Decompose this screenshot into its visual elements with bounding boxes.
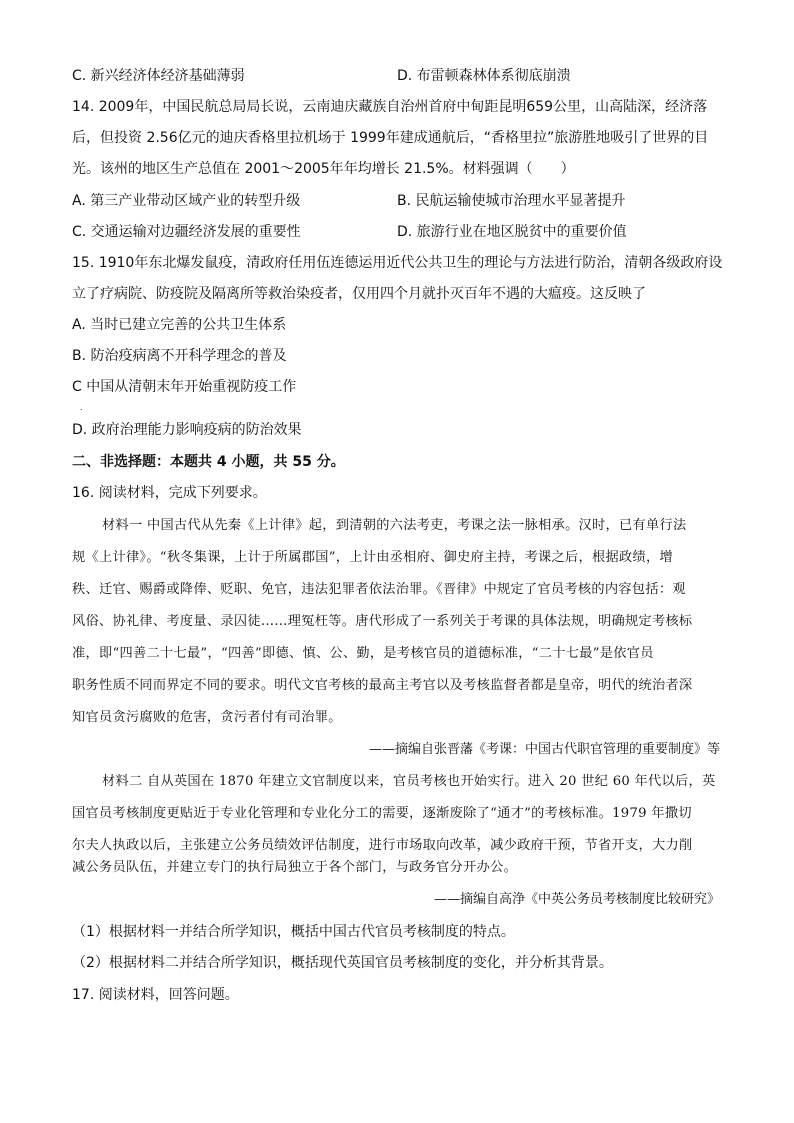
q16-material-1-line: 秩、迁官、赐爵或降俸、贬职、免官，违法犯罪者依法治罪。《晋律》中规定了官员考核的内容包括：观 [72, 582, 686, 597]
q14-option-a: A. 第三产业带动区域产业的转型升级 [72, 193, 301, 209]
q16-subquestion-1: （1）根据材料一并结合所学知识，概括中国古代官员考核制度的特点。 [72, 924, 515, 940]
q15-option-c: C 中国从清朝末年开始重视防疫工作 [72, 379, 297, 395]
q16-subquestion-2: （2）根据材料二并结合所学知识，概括现代英国官员考核制度的变化，并分析其背景。 [72, 955, 613, 971]
q14-stem-line-1: 14. 2009年，中国民航总局局长说，云南迪庆藏族自治州首府中甸距昆明659公里，山高陆深，经济落 [72, 99, 708, 115]
q16-material-1-line: 知官员贪污腐败的危害，贪污者付有司治罪。 [72, 710, 342, 725]
q13-option-d: D. 布雷顿森林体系彻底崩溃 [397, 68, 571, 84]
q16-material-2-line: 减公务员队伍，并建立专门的执行局独立于各个部门，与政务官分开办公。 [72, 860, 518, 875]
q14-stem-line-2: 后，但投资 2.56亿元的迪庆香格里拉机场于 1999年建成通航后，“香格里拉”旅游胜地吸引了世界的目 [72, 130, 709, 146]
q17-intro: 17. 阅读材料，回答问题。 [72, 987, 239, 1003]
q15-option-b: B. 防治疫病离不开科学理念的普及 [72, 348, 287, 364]
q16-material-2-line: 材料二 自从英国在 1870 年建立文官制度以来，官员考核也开始实行。进入 20 世纪 60 年代以后，英 [102, 774, 716, 789]
stray-dot: . [80, 403, 83, 412]
q16-material-1-line: 准，即“四善二十七最”，“四善”即德、慎、公、勤，是考核官员的道德标准，“二十七最”是依官员 [72, 646, 654, 661]
q16-material-2-line: 国官员考核制度更贴近于专业化管理和专业化分工的需要，逐渐废除了“通才”的考核标准。1979 年撒切 [72, 806, 692, 821]
q16-material-1-line: 风俗、协礼律、考度量、录囚徒……理冤枉等。唐代形成了一系列关于考课的具体法规，明确规定考核标 [72, 614, 693, 629]
q15-option-a: A. 当时已建立完善的公共卫生体系 [72, 317, 287, 333]
q16-material-2-line: 尔夫人执政以后，主张建立公务员绩效评估制度，进行市场取向改革，减少政府干预，节省开支，大力削 [72, 838, 693, 853]
q14-option-d: D. 旅游行业在地区脱贫中的重要价值 [397, 224, 627, 240]
section-2-title: 二、非选择题：本题共 4 小题，共 55 分。 [72, 454, 345, 470]
q16-intro: 16. 阅读材料，完成下列要求。 [72, 485, 267, 501]
q14-option-c: C. 交通运输对边疆经济发展的重要性 [72, 224, 301, 240]
q15-stem-line-1: 15. 1910年东北爆发鼠疫，清政府任用伍连德运用近代公共卫生的理论与方法进行防治，清朝各级政府设 [72, 255, 723, 271]
q16-material-1-line: 职务性质不同而界定不同的要求。明代文官考核的最高主考官以及考核监督者都是皇帝，明代的统治者深 [72, 678, 693, 693]
q16-material-1-line: 材料一 中国古代从先秦《上计律》起，到清朝的六法考吏，考课之法一脉相承。汉时，已有单行法 [102, 518, 687, 533]
q13-option-c: C. 新兴经济体经济基础薄弱 [72, 68, 245, 84]
q14-option-b: B. 民航运输使城市治理水平显著提升 [397, 193, 626, 209]
q14-stem-line-3: 光。该州的地区生产总值在 2001～2005年年均增长 21.5%。材料强调（ ） [72, 161, 575, 177]
q16-material-1-line: 规《上计律》。“秋冬集课，上计于所属郡国”，上计由丞相府、御史府主持，考课之后，根据政绩，增 [72, 550, 673, 565]
q15-stem-line-2: 立了疗病院、防疫院及隔离所等救治染疫者，仅用四个月就扑灭百年不遇的大瘟疫。这反映了 [72, 286, 646, 302]
q16-material-1-source: ——摘编自张晋藩《考课：中国古代职官管理的重要制度》等 [368, 742, 720, 757]
q15-option-d: D. 政府治理能力影响疫病的防治效果 [72, 422, 302, 438]
q16-material-2-source: ——摘编自高浄《中英公务员考核制度比较研究》 [433, 892, 720, 907]
